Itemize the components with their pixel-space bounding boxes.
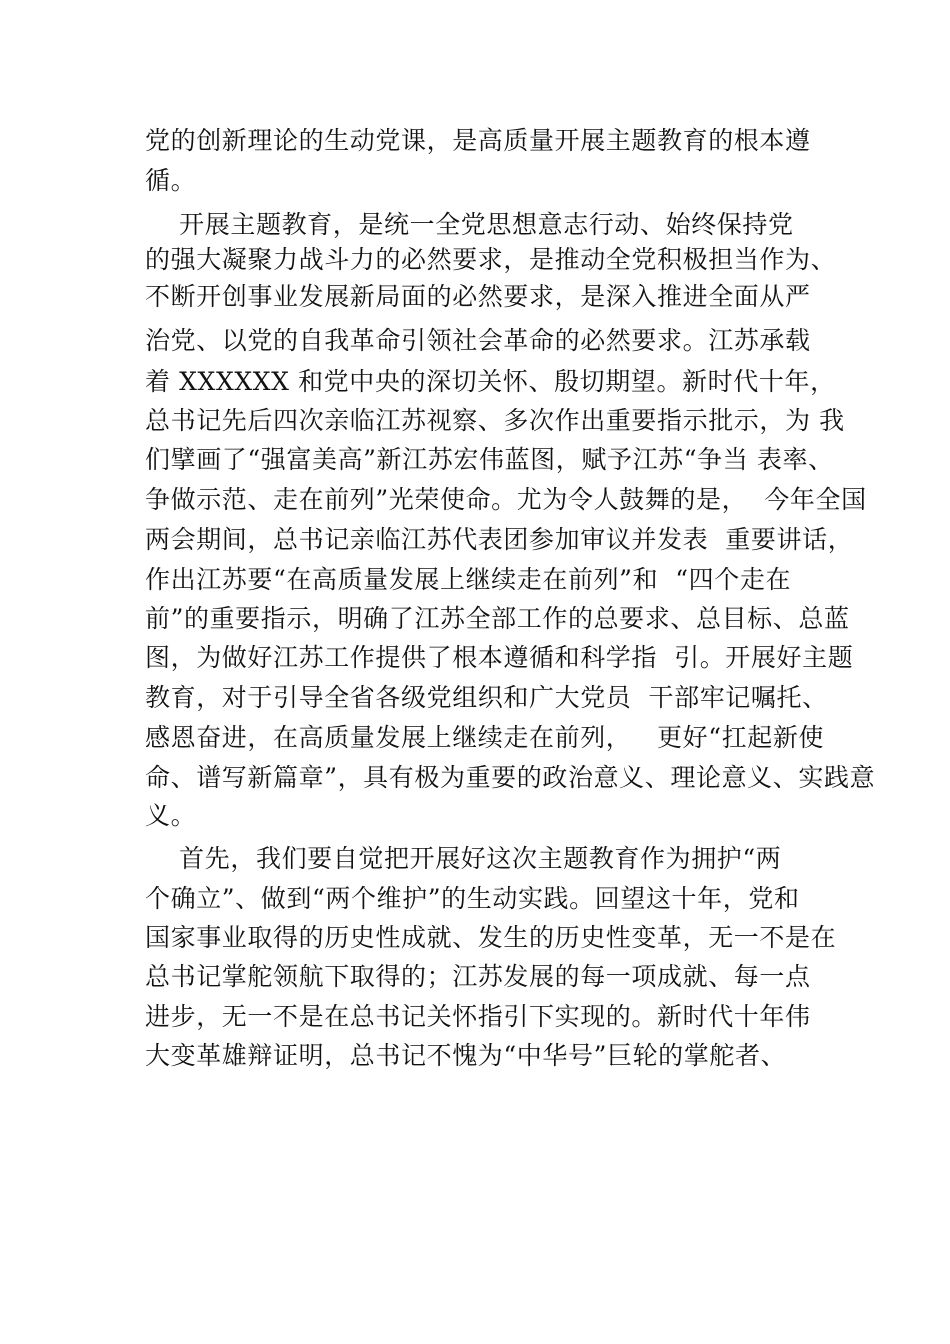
- text-line: 进步，无一不是在总书记关怀指引下实现的。新时代十年伟: [145, 1002, 811, 1031]
- text-line: 感恩奋进，在高质量发展上继续走在前列， 更好“扛起新使: [145, 723, 825, 752]
- text-line: 前”的重要指示，明确了江苏全部工作的总要求、总目标、总蓝: [145, 604, 850, 633]
- text-line: 们擘画了“强富美高”新江苏宏伟蓝图，赋予江苏“争当 表率、: [145, 445, 834, 474]
- text-line: 个确立”、做到“两个维护”的生动实践。回望这十年，党和: [145, 884, 800, 913]
- text-line: 义。: [145, 801, 197, 830]
- text-line: 循。: [145, 166, 197, 195]
- text-line: 党的创新理论的生动党课，是高质量开展主题教育的根本遵: [145, 126, 811, 155]
- text-line: 大变革雄辩证明，总书记不愧为“中华号”巨轮的掌舵者、: [145, 1041, 787, 1070]
- text-line: 治党、以党的自我革命引领社会革命的必然要求。江苏承载: [145, 326, 811, 355]
- text-line: 开展主题教育，是统一全党思想意志行动、始终保持党: [145, 210, 794, 239]
- text-line: 教育，对于引导全省各级党组织和广大党员 干部牢记嘱托、: [145, 683, 828, 712]
- text-line: 着 XXXXXX 和党中央的深切关怀、殷切期望。新时代十年，: [145, 367, 836, 396]
- text-line: 作出江苏要“在高质量发展上继续走在前列”和 “四个走在: [145, 565, 792, 594]
- text-line: 总书记掌舵领航下取得的；江苏发展的每一项成就、每一点: [145, 962, 811, 991]
- text-line: 总书记先后四次亲临江苏视察、多次作出重要指示批示，为 我: [145, 406, 845, 435]
- text-line: 国家事业取得的历史性成就、发生的历史性变革，无一不是在: [145, 923, 837, 952]
- text-line: 命、谱写新篇章”，具有极为重要的政治意义、理论意义、实践意: [145, 763, 876, 792]
- text-line: 两会期间，总书记亲临江苏代表团参加审议并发表 重要讲话，: [145, 525, 854, 554]
- text-line: 首先，我们要自觉把开展好这次主题教育作为拥护“两: [145, 844, 782, 873]
- text-line: 的强大凝聚力战斗力的必然要求，是推动全党积极担当作为、: [145, 245, 837, 274]
- text-line: 图，为做好江苏工作提供了根本遵循和科学指 引。开展好主题: [145, 643, 854, 672]
- text-line: 争做示范、走在前列”光荣使命。尤为令人鼓舞的是， 今年全国: [145, 485, 867, 514]
- text-line: 不断开创事业发展新局面的必然要求，是深入推进全面从严: [145, 282, 811, 311]
